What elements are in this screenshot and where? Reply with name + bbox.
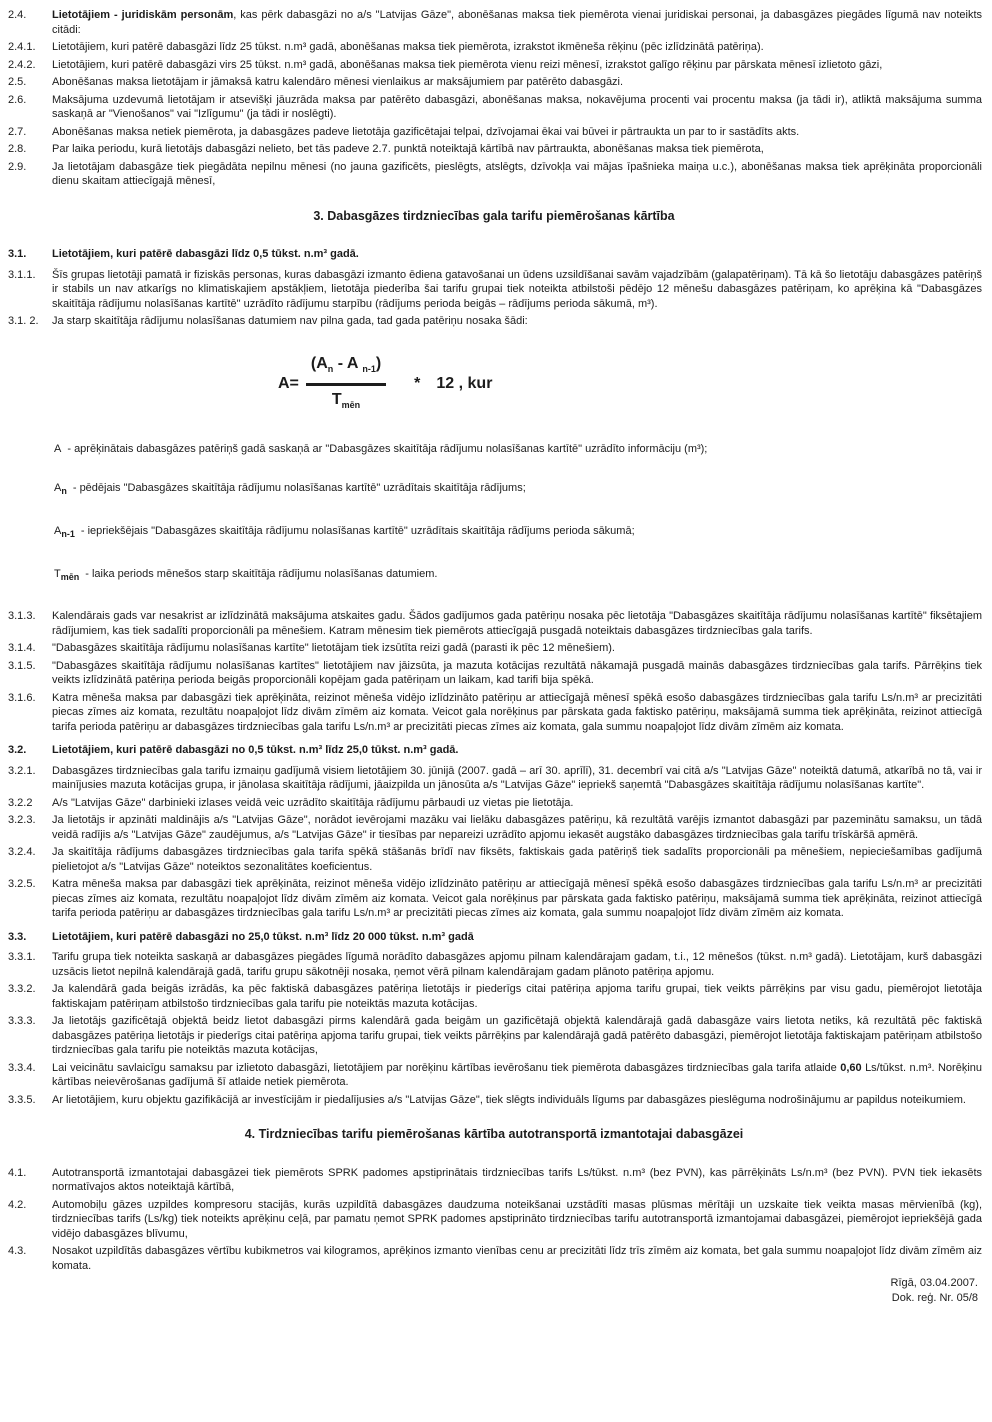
formula-token: n [327,363,334,374]
formula-fraction [306,355,386,414]
formula-definition [54,524,982,542]
definition-subscript: n [61,486,67,497]
text-run: "Dabasgāzes skaitītāja rādījumu nolasīšanas kartītes" lietotājiem nav jāizsūta, ja mazuta kotācijas rezultātā nākamajā pusgadā mainās dabasgāzes tirdzniecības gala tarifs. Pārrēķins tiek veikts izlīdzinātā patēriņa perioda beigās proporcionāli kopējam gada patēriņam un laikam, kad tarifi bija spēkā. [52,659,982,687]
text-run: Lai veicinātu savlaicīgu samaksu par izlietoto dabasgāzi, lietotājiem par norēķinu kārtības ievērošanu tiek piemērota dabasgāzes tirdzniecības gala tarifa atlaide [52,1061,841,1074]
paragraph-number: 3.3.5. [8,1093,36,1106]
text-run: Lietotājiem, kuri patērē dabasgāzi līdz 25 tūkst. n.m³ gadā, abonēšanas maksa tiek piemērota, izrakstot ikmēneša rēķinu (pēc izlīdzinātā patēriņa). [52,41,764,53]
paragraph-number: 4.1. [8,1166,27,1179]
paragraph [6,160,982,189]
paragraph-number: 3.3.2. [8,983,36,996]
paragraph-number: 2.9. [8,160,27,173]
definition-symbol: A [54,442,62,455]
paragraph [6,268,982,312]
formula-token: T [331,390,342,408]
text-run: Katra mēneša maksa par dabasgāzi tiek aprēķināta, reizinot mēneša vidējo izlīdzināto patēriņu ar attiecīgajā mēnesī spēkā esošo dabasgāzes tirdzniecības gala tarifu Ls/n.m³ ar precizitāti piecas zīmes aiz komata, rezultātu noapaļojot līdz divām zīmēm aiz komata. Veicot gala norēķinus par pārskata gada faktisko patēriņu, maksājamā summa tiek aprēķināta, reizinot attiecīgā tarifa perioda patēriņu ar dabasgāzes tirdzniecības gala tarifu Ls/n.m³ ar precizitāti piecas zīmes aiz komata, gala summu noapaļojot līdz divām zīmēm aiz komata. [52,878,982,920]
formula-denominator [332,386,360,414]
text-run: Ls/tūkst. n.m³. Norēķinu kārtības neievērošanas gadījumā šī atlaide netiek piemērota. [52,1061,982,1089]
paragraph-number: 3.3.3. [8,1015,36,1028]
paragraph [6,982,982,1011]
definition-symbol: T [54,567,61,580]
definition-term [54,482,67,497]
text-run: Katra mēneša maksa par dabasgāzi tiek aprēķināta, reizinot mēneša vidējo izlīdzināto patēriņu ar attiecīgajā mēnesī spēkā esošo dabasgāzes tirdzniecības gala tarifu Ls/n.m³ ar precizitāti piecas zīmes aiz komata, rezultātu noapaļojot līdz divām zīmēm aiz komata. Veicot gala norēķinus par pārskata gada faktisko patēriņu, maksājamā summa tiek aprēķināta, reizinot attiecīgā tarifa perioda patēriņu ar dabasgāzes tirdzniecības gala tarifu Ls/n.m³ ar precizitāti piecas zīmes aiz komata, gala summu noapaļojot līdz divām zīmēm aiz komata. [52,691,982,733]
paragraph-text [52,930,982,945]
paragraph-text [52,160,982,189]
definition-description: - pēdējais "Dabasgāzes skaitītāja rādījumu nolasīšanas kartītē" uzrādītais skaitītāja rādījums; [72,482,526,495]
definition-term [54,525,75,540]
formula-definition [54,442,982,457]
formula-token: (A [310,354,328,372]
paragraph-text [52,1244,982,1273]
paragraph-text [52,641,982,656]
paragraph-text [52,75,982,90]
text-run: "Dabasgāzes skaitītāja rādījumu nolasīšanas kartīte" lietotājam tiek izsūtīta reizi gadā (parasti ik pēc 12 mēnešiem). [52,642,615,655]
paragraph-number: 4.2. [8,1198,27,1211]
formula-numerator [306,355,386,383]
paragraph-text [52,813,982,842]
emphasis-text: Lietotājiem, kuri patērē dabasgāzi līdz 0,5 tūkst. n.m³ gadā. [52,248,359,260]
text-run: , kas pērk dabasgāzi no a/s "Latvijas Gāze", abonēšanas maksa tiek piemērota vienai juridiskai personai, ja dabasgāzes piegādes līgumā nav noteikts citādi: [52,9,983,36]
paragraph-number: 4.3. [8,1245,27,1258]
paragraph-text [52,1014,982,1058]
paragraph [6,845,982,874]
paragraph-number: 3.1. 2. [8,315,39,327]
emphasis-text: Lietotājiem, kuri patērē dabasgāzi no 25,0 tūkst. n.m³ līdz 20 000 tūkst. n.m³ gadā [52,930,474,943]
paragraph-text [52,93,982,122]
multiplication-sign: * [414,375,421,393]
formula-definition [54,481,982,499]
paragraph-number: 3.1.3. [8,610,36,623]
formula-tail: 12 , kur [436,375,493,393]
paragraph-number: 2.4.2. [8,58,36,71]
paragraph-number: 2.5. [8,76,27,88]
paragraph [6,314,982,329]
footer-line: Rīgā, 03.04.2007. [890,1277,978,1290]
paragraph-text [52,845,982,874]
definition-term [54,443,61,455]
formula-token: ) [375,354,382,372]
paragraph [6,691,982,735]
paragraph [6,1166,982,1195]
paragraph [6,1061,982,1090]
paragraph-number: 3.3.1. [8,951,36,964]
paragraph-text [52,8,982,37]
paragraph-text [52,950,982,979]
paragraph [6,796,982,811]
paragraph-number: 3.2.3. [8,814,36,827]
definition-description: - laika periods mēnešos starp skaitītāja rādījumu nolasīšanas datumiem. [85,567,438,580]
section-heading: 4. Tirdzniecības tarifu piemērošanas kārtība autotransportā izmantotajai dabasgāzei [244,1127,744,1142]
paragraph [6,75,982,90]
paragraph-number: 3.1. [8,248,27,260]
document-content [6,8,982,1306]
paragraph-number: 2.4. [8,9,27,21]
formula-lhs: A= [278,375,299,393]
paragraph-text [52,691,982,735]
text-run: Maksājuma uzdevumā lietotājam ir atsevišķi jāuzrāda maksa par patērēto dabasgāzi, abonēšanas maksa, nokavējuma procenti vai procentu maksa (ja tādi ir), atliktā maksājuma summa saskaņā ar "Vienošanos" vai "Izlīgumu" (ja tādi ir noslēgti). [52,93,982,120]
paragraph-text [52,796,982,811]
text-run: Ja lietotājam dabasgāze tiek piegādāta nepilnu mēnesi (no jauna gazificēts, pieslēgts, atslēgts, dzīvokļa vai mājas īpašnieka maiņa u.c.), abonēšanas maksa tiek aprēķināta proporcionāli dienu skaitam attiecīgajā mēnesī, [52,160,982,187]
definition-subscript: n-1 [61,529,75,540]
paragraph [6,1198,982,1242]
paragraph-number: 3.1.4. [8,642,36,655]
paragraph [6,1093,982,1108]
paragraph [6,125,982,140]
text-run: Par laika periodu, kurā lietotājs dabasgāzi nelieto, bet tās padeve 2.7. punktā noteiktajā kārtībā nav pārtraukta, abonēšanas maksa tiek piemērota, [52,143,764,155]
emphasis-text: Lietotājiem - juridiskām personām [52,9,234,21]
definition-term [54,568,79,580]
emphasis-text: Lietotājiem, kuri patērē dabasgāzi no 0,5 tūkst. n.m³ līdz 25,0 tūkst. n.m³ gadā. [52,744,459,757]
paragraph-number: 3.1.6. [8,691,36,704]
paragraph-text [52,982,982,1011]
text-run: Kalendārais gads var nesakrist ar izlīdzinātā maksājuma atskaites gadu. Šādos gadījumos gada patēriņu nosaka pēc lietotāja "Dabasgāzes skaitītāja rādījumu nolasīšanas kartītē" fiksētajiem rādījumiem, kas tiek sadalīti proporcionāli pa mēnešiem. Katram mēnesim tiek piemērots attiecīgajā pusgadā noteiktais dabasgāzes tirdzniecības gala tarifs. [52,610,982,637]
emphasis-text: 0,60 [840,1061,862,1074]
text-run: Abonēšanas maksa netiek piemērota, ja dabasgāzes padeve lietotāja gazificētajai telpai, dzīvojamai ēkai vai būvei ir pārtraukta un par to ir sastādīts akts. [52,125,800,138]
text-run: Ja lietotājs gazificētajā objektā beidz lietot dabasgāzi pirms kalendārā gada beigām un gazificētajā objektā kalendārajā gadā dabasgāze vairs lietota netiks, kā rezultātā pēc faktiskā dabasgāzes patēriņa lietotājs ir piederīgs citai patēriņa apjoma tarifu grupai, tiek veikts pārrēķins par kalendārajā gadā patērēto dabasgāzi, piemērojot lietotāja faktiskajam patēriņam atbilstošo tirdzniecības gala tarifu pie noteiktās mazuta kotācijas, [52,1015,982,1057]
paragraph [6,142,982,157]
paragraph-number: 2.7. [8,125,27,138]
paragraph-text [52,1198,982,1242]
text-run: Ja skaitītāja rādījums dabasgāzes tirdzniecības gala tarifa spēkā stāšanās brīdī nav fiksēts, faktiskais gada patēriņš tiek sadalīts proporcionāli pa mēnešiem, nepieciešamības gadījumā pielietojot a/s "Latvijas Gāze" noteiktos sezonalitātes koeficientus. [52,846,982,873]
paragraph-text [52,877,982,921]
paragraph [6,641,982,656]
paragraph-text [52,247,982,262]
definition-subscript: mēn [60,571,80,582]
text-run: Ar lietotājiem, kuru objektu gazifikācijā ar investīcijām ir piedalījusies a/s "Latvijas Gāze", tiek slēgts individuāls līgums par dabasgāzes pieslēguma nodrošinājumu ar papildus noteikumiem. [52,1093,966,1106]
footer-line: Dok. reģ. Nr. 05/8 [891,1292,978,1305]
definition-description: - iepriekšējais "Dabasgāzes skaitītāja rādījumu nolasīšanas kartītē" uzrādītais skaitītāja rādījums perioda sākumā; [80,525,635,538]
paragraph-number: 3.1.1. [8,268,36,281]
paragraph-text [52,764,982,793]
paragraph [6,8,982,37]
text-run: Ja lietotājs ir apzināti maldinājis a/s "Latvijas Gāze", norādot ievērojami mazāku vai lielāku dabasgāzes patēriņu, kā rezultātā varējis izmantot dabasgāzi par pazeminātu samaksu, un tādā veidā radījis a/s "Latvijas Gāze" zaudējumus, a/s "Latvijas Gāze" ir tiesības par nepareizi uzrādīto apjomu iekasēt augstāko dabasgāzes tirdzniecības gala tarifu trīskāršā apmērā. [52,814,982,841]
paragraph-number: 3.1.5. [8,659,36,672]
paragraph [6,743,982,758]
paragraph [6,1014,982,1058]
text-run: Automobiļu gāzes uzpildes kompresoru stacijās, kurās uzpildītā dabasgāzes daudzuma noteikšanai uzstādīti masas plūsmas mērītāji un uzskaite tiek veikta masas mērvienībā (kg), tirdzniecības tarifs (Ls/kg) tiek noteikts aprēķinu ceļā, par pamatu ņemot SPRK padomes apstiprināto tirdzniecības tarifu autotransportā izmantojamai dabasgāzei, piemērojot iepriekšējā gada vidējo dabasgāzes blīvumu, [52,1198,982,1240]
paragraph-number: 3.2.4. [8,846,36,859]
text-run: Tarifu grupa tiek noteikta saskaņā ar dabasgāzes piegādes līgumā norādīto dabasgāzes apjomu pilnam kalendārajam gadam, t.i., 12 mēnešos (tūkst. n.m³ gadā). Lietotājam, kurš dabasgāzi uzsācis lietot nepilnā kalendārajā gadā, tarifu grupu sākotnēji nosaka, ņemot vērā pilnam kalendārajam gadam plānoto patēriņa apjomu. [52,951,982,978]
paragraph-text [52,743,982,758]
formula-token: - A [333,354,363,372]
paragraph [6,40,982,55]
paragraph-text [52,1093,982,1108]
text-run: Nosakot uzpildītās dabasgāzes vērtību kubikmetros vai kilogramos, aprēķinos izmanto vienības cenu ar precizitāti līdz trīs zīmēm aiz komata, bet gala summu noapaļojot līdz divām zīmēm aiz komata. [52,1245,982,1272]
paragraph [6,609,982,638]
paragraph-text [52,659,982,688]
paragraph-number: 2.6. [8,93,27,106]
paragraph-text [52,125,982,140]
paragraph-number: 3.3. [8,930,27,943]
formula-definition [54,567,982,585]
paragraph [6,58,982,73]
text-run: Šīs grupas lietotāji pamatā ir fiziskās personas, kuras dabasgāzi izmanto ēdiena gatavošanai un ūdens uzsildīšanai savām vajadzībām (galapatēriņam). Tā kā šo lietotāju dabasgāzes patēriņš ir stabils un nav atkarīgs no klimatiskajiem apstākļiem, lietotāja piederība šai tarifu grupai tiek noteikta atbilstoši pēdējo 12 mēnešu dabasgāzes patēriņam, ko aprēķina kā "Dabasgāzes skaitītāja rādījumu nolasīšanas kartītē" uzrādīto rādījumu starpību (rādījums perioda beigās – rādījums perioda sākumā, m³). [52,268,982,310]
paragraph-text [52,314,982,329]
definition-symbol: A [54,525,62,538]
text-run: Lietotājiem, kuri patērē dabasgāzi virs 25 tūkst. n.m³ gadā, abonēšanas maksa tiek piemērota vienu reizi mēnesī, izrakstot galīgo rēķinu par pārskata mēnesī izlietoto gāzi, [52,58,883,71]
document-footer [6,1276,982,1306]
formula-token: n-1 [362,363,376,374]
paragraph-text [52,1061,982,1090]
paragraph-number: 2.4.1. [8,41,36,53]
text-run: Autotransportā izmantotajai dabasgāzei tiek piemērots SPRK padomes apstiprinātais tirdzniecības tarifs Ls/tūkst. n.m³ (bez PVN), kas pārrēķināts Ls/n.m³ (bez PVN). PVN tiek iekasēts normatīvajos aktos noteiktajā kārtībā, [52,1166,982,1194]
paragraph [6,813,982,842]
paragraph-text [52,609,982,638]
paragraph-number: 3.2.5. [8,878,36,891]
paragraph [6,247,982,262]
text-run: Dabasgāzes tirdzniecības gala tarifu izmaiņu gadījumā visiem lietotājiem 30. jūnijā (2007. gadā – arī 30. aprīlī), 31. decembrī vai citā a/s "Latvijas Gāze" noteiktā datumā, atkarībā no tā, vai ir mainījusies mazuta kotācijas grupa, ir jānolasa skaitītāja rādījumi, jāaizpilda un jānosūta a/s "Latvijas Gāze" iepriekš saņemtā "Dabasgāzes skaitītāja rādījumu nolasīšanas kartīte". [52,764,982,792]
paragraph [6,877,982,921]
text-run: Ja kalendārā gada beigās izrādās, ka pēc faktiskā dabasgāzes patēriņa lietotājs ir piederīgs citai patēriņa apjoma tarifu grupai, tiek veikts pārrēķins par visu gadu, piemērojot lietotāja faktiskajam patēriņam atbilstošo tirdzniecības gala tarifu pie noteiktās mazuta kotācijas. [52,983,982,1010]
paragraph [6,764,982,793]
text-run: Abonēšanas maksa lietotājam ir jāmaksā katru kalendāro mēnesi vienlaikus ar maksājumiem par patērēto dabasgāzi. [52,76,624,88]
paragraph-text [52,1166,982,1195]
paragraph [6,93,982,122]
paragraph [6,950,982,979]
paragraph-number: 3.2.1. [8,764,36,777]
paragraph [6,1244,982,1273]
formula-token: mēn [341,399,361,410]
definition-symbol: A [54,482,62,495]
consumption-formula [278,355,982,414]
paragraph [6,930,982,945]
paragraph-text [52,58,982,73]
text-run: A/s "Latvijas Gāze" darbinieki izlases veidā veic uzrādīto skaitītāja rādījumu pārbaudi uz vietas pie lietotāja. [52,796,574,809]
definition-description: - aprēķinātais dabasgāzes patēriņš gadā saskaņā ar "Dabasgāzes skaitītāja rādījumu nolasīšanas kartītē" uzrādīto informāciju (m³); [67,442,708,455]
text-run: Ja starp skaitītāja rādījumu nolasīšanas datumiem nav pilna gada, tad gada patēriņu nosaka šādi: [52,315,528,327]
section-heading: 3. Dabasgāzes tirdzniecības gala tarifu piemērošanas kārtība [313,208,675,223]
paragraph-number: 3.2. [8,744,27,757]
paragraph [6,659,982,688]
paragraph-number: 3.3.4. [8,1061,36,1074]
paragraph-number: 3.2.2 [8,796,33,809]
paragraph-text [52,268,982,312]
paragraph-text [52,40,982,55]
paragraph-number: 2.8. [8,143,27,155]
paragraph-text [52,142,982,157]
